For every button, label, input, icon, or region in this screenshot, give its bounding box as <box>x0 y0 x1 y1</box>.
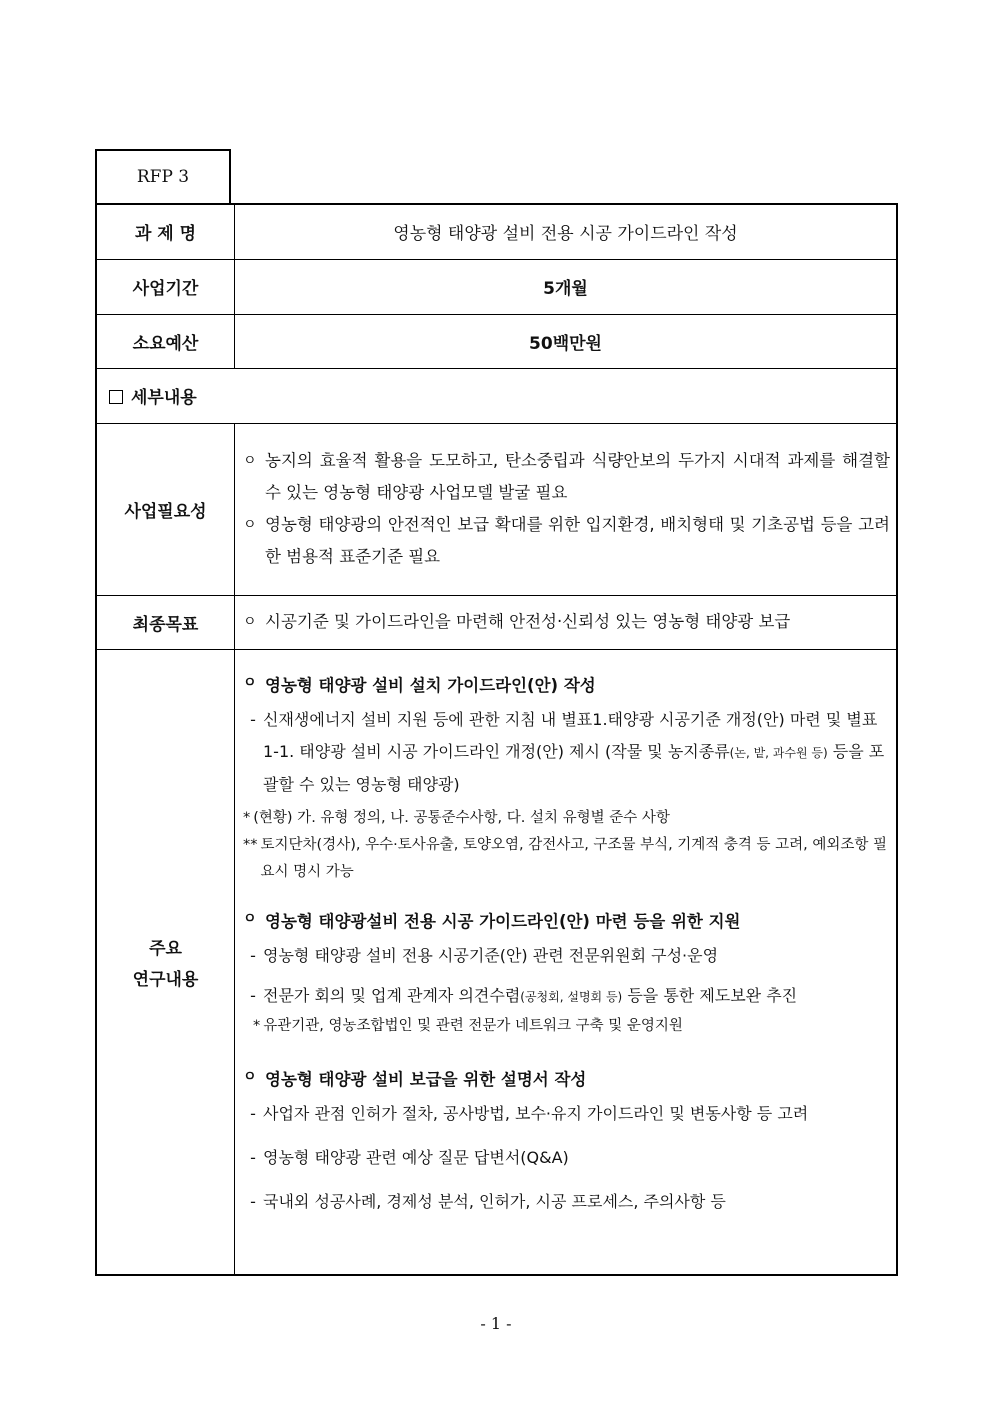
circle-bullet-icon: ㅇ <box>243 674 257 691</box>
s1-dash1-text-a: 신재생에너지 설비 지원 등에 관한 지침 내 별표1.태양광 시공기준 개정(안) 마련 및 별표 1-1. 태양광 설비 시공 가이드라인 개정(안) 제시 (작물 및 농지종류 <box>263 709 878 761</box>
dash-bullet-icon: - <box>250 945 256 965</box>
circle-bullet-icon: ㅇ <box>243 614 257 630</box>
checkbox-square-icon <box>109 390 123 404</box>
section-3-dash-2 <box>243 1142 892 1174</box>
goal-content <box>235 595 898 649</box>
circle-bullet-icon: ㅇ <box>243 1068 257 1085</box>
budget-label: 소요예산 <box>96 314 235 368</box>
research-row <box>96 649 897 1275</box>
s2-note-text: 유관기관, 영농조합법인 및 관련 전문가 네트워크 구축 및 운영지원 <box>263 1017 683 1034</box>
rfp-table <box>95 203 898 1276</box>
title-row <box>96 204 897 259</box>
circle-bullet-icon: ㅇ <box>243 910 257 927</box>
necessity-content <box>235 423 898 595</box>
necessity-list <box>235 445 896 573</box>
s2-dash2-text-a: 전문가 회의 및 업계 관계자 의견수렴 <box>263 985 521 1005</box>
section-1-heading <box>243 672 892 696</box>
necessity-label: 사업필요성 <box>96 423 235 595</box>
necessity-item-1: 농지의 효율적 활용을 도모하고, 탄소중립과 식량안보의 두가지 시대적 과제를 해결할 수 있는 영농형 태양광 사업모델 발굴 필요 <box>265 451 890 502</box>
note-mark: * <box>253 1017 261 1034</box>
details-heading <box>96 368 897 423</box>
section-3-dash-3 <box>243 1186 892 1218</box>
dash-bullet-icon: - <box>250 1147 256 1167</box>
list-item <box>243 509 890 573</box>
goal-label: 최종목표 <box>96 595 235 649</box>
circle-bullet-icon: ㅇ <box>243 453 257 469</box>
section-1-note-1 <box>243 805 892 832</box>
section-2-heading-text: 영농형 태양광설비 전용 시공 가이드라인(안) 마련 등을 위한 지원 <box>265 911 741 931</box>
page-number: - 1 - <box>480 1314 512 1333</box>
s1-note2-text: 토지단차(경사), 우수·토사유출, 토양오염, 감전사고, 구조물 부식, 기계적 충격 등 고려, 예외조항 필요시 명시 가능 <box>260 836 888 880</box>
details-heading-text: 세부내용 <box>131 388 197 408</box>
note-mark: * <box>243 809 251 826</box>
period-label: 사업기간 <box>96 259 235 314</box>
s2-dash2-text-b: 등을 통한 제도보완 추진 <box>622 985 798 1005</box>
dash-bullet-icon: - <box>250 1191 256 1211</box>
s1-dash1-text-small: (논, 밭, 과수원 등) <box>729 745 828 760</box>
goal-text: 시공기준 및 가이드라인을 마련해 안전성·신뢰성 있는 영농형 태양광 보급 <box>265 612 791 631</box>
section-3-dash-1 <box>243 1098 892 1130</box>
section-2-heading <box>243 908 892 932</box>
section-1-note-2 <box>243 832 892 886</box>
section-1-dash-1 <box>243 704 892 801</box>
s2-dash1-text: 영농형 태양광 설비 전용 시공기준(안) 관련 전문위원회 구성·운영 <box>263 945 719 965</box>
circle-bullet-icon: ㅇ <box>243 517 257 533</box>
s1-dash1-text-b: 등을 포괄할 수 있는 영농형 태양광) <box>263 741 885 794</box>
list-item <box>243 445 890 509</box>
research-label-line2: 연구내용 <box>132 969 199 990</box>
note-mark: ** <box>243 836 258 853</box>
section-1-heading-text: 영농형 태양광 설비 설치 가이드라인(안) 작성 <box>265 675 596 695</box>
research-label-line1: 주요 <box>149 938 182 959</box>
section-3-heading <box>243 1066 892 1090</box>
dash-bullet-icon: - <box>250 1103 256 1123</box>
section-3-heading-text: 영농형 태양광 설비 보급을 위한 설명서 작성 <box>265 1069 587 1089</box>
dash-bullet-icon: - <box>250 985 256 1005</box>
s2-dash2-text-small: (공청회, 설명회 등) <box>520 989 623 1004</box>
dash-bullet-icon: - <box>250 709 256 729</box>
section-2-dash-2 <box>243 980 892 1013</box>
section-2-dash-1 <box>243 940 892 972</box>
section-2-note <box>243 1013 892 1040</box>
research-content <box>235 649 898 1275</box>
rfp-tag <box>95 149 231 203</box>
goal-list <box>235 606 896 638</box>
s1-note1-text: (현황) 가. 유형 정의, 나. 공통준수사항, 다. 설치 유형별 준수 사항 <box>253 809 670 826</box>
title-value: 영농형 태양광 설비 전용 시공 가이드라인 작성 <box>235 204 898 259</box>
s3-dash2-text: 영농형 태양광 관련 예상 질문 답변서(Q&A) <box>263 1147 569 1167</box>
period-row <box>96 259 897 314</box>
research-label <box>96 649 235 1275</box>
goal-row <box>96 595 897 649</box>
s3-dash3-text: 국내외 성공사례, 경제성 분석, 인허가, 시공 프로세스, 주의사항 등 <box>263 1191 726 1211</box>
rfp-tag-text: RFP 3 <box>136 167 190 187</box>
period-value: 5개월 <box>235 259 898 314</box>
budget-value: 50백만원 <box>235 314 898 368</box>
budget-row <box>96 314 897 368</box>
title-label: 과 제 명 <box>96 204 235 259</box>
necessity-row <box>96 423 897 595</box>
list-item <box>243 606 890 638</box>
s3-dash1-text: 사업자 관점 인허가 절차, 공사방법, 보수·유지 가이드라인 및 변동사항 등 고려 <box>263 1103 809 1123</box>
details-row <box>96 368 897 423</box>
necessity-item-2: 영농형 태양광의 안전적인 보급 확대를 위한 입지환경, 배치형태 및 기초공법 등을 고려한 범용적 표준기준 필요 <box>265 515 890 566</box>
